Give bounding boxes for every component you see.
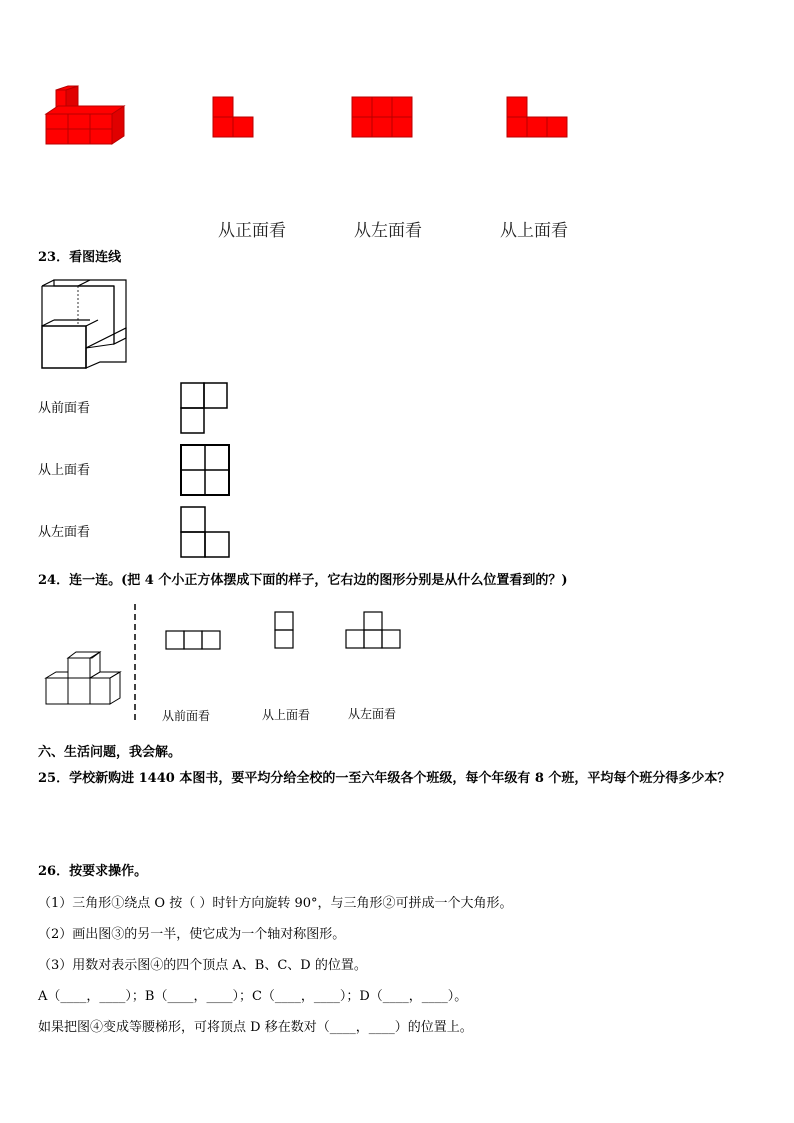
red-view-long-l-shape xyxy=(506,96,570,140)
q24-label-front: 从前面看 xyxy=(162,709,211,723)
red-cube-stack-figure xyxy=(44,86,126,146)
q24-view-three-row[interactable] xyxy=(165,630,223,650)
q25-text: 25．学校新购进 1440 本图书，要平均分给全校的一至六年级各个班级，每个年级有 8 个班，平均每个班分得多少本？ xyxy=(38,771,731,786)
q26-line-2: （2）画出图③的另一半，使它成为一个轴对称图形。 xyxy=(38,927,346,942)
q24-view-t-shape[interactable] xyxy=(345,611,405,651)
q23-view-l-shape-2[interactable] xyxy=(180,506,232,560)
q26-line-4[interactable]: A（____，____）；B（____，____）；C（____，____）；D（____，____）。 xyxy=(38,989,468,1004)
q24-cube-drawing xyxy=(44,648,126,708)
view-label-top: 从上面看 xyxy=(500,221,568,241)
q26-line-1: （1）三角形①绕点 O 按（ ）时针方向旋转 90°，与三角形②可拼成一个大角形。 xyxy=(38,896,513,911)
red-view-l-shape xyxy=(212,96,256,140)
view-label-front: 从正面看 xyxy=(218,221,286,241)
q23-title: 23．看图连线 xyxy=(38,250,122,265)
q24-label-top: 从上面看 xyxy=(262,708,311,722)
q24-view-two-column[interactable] xyxy=(274,611,296,651)
section-6-title: 六、生活问题，我会解。 xyxy=(38,745,182,760)
view-label-left: 从左面看 xyxy=(354,221,422,241)
q23-label-left: 从左面看 xyxy=(38,525,91,540)
q24-label-left: 从左面看 xyxy=(348,707,397,721)
q24-dashed-divider xyxy=(134,604,138,722)
q26-title: 26．按要求操作。 xyxy=(38,864,148,879)
q26-line-5[interactable]: 如果把图④变成等腰梯形，可将顶点 D 移在数对（____，____）的位置上。 xyxy=(38,1020,473,1035)
q23-view-square-grid[interactable] xyxy=(180,444,232,498)
q26-line-3: （3）用数对表示图④的四个顶点 A、B、C、D 的位置。 xyxy=(38,958,367,973)
q23-cube-drawing xyxy=(40,278,130,372)
q23-view-l-shape[interactable] xyxy=(180,382,230,436)
q23-label-top: 从上面看 xyxy=(38,463,91,478)
red-view-rectangle xyxy=(351,96,415,140)
q24-title: 24．连一连。(把 4 个小正方体摆成下面的样子，它右边的图形分别是从什么位置看到的？) xyxy=(38,573,568,588)
q23-label-front: 从前面看 xyxy=(38,401,91,416)
